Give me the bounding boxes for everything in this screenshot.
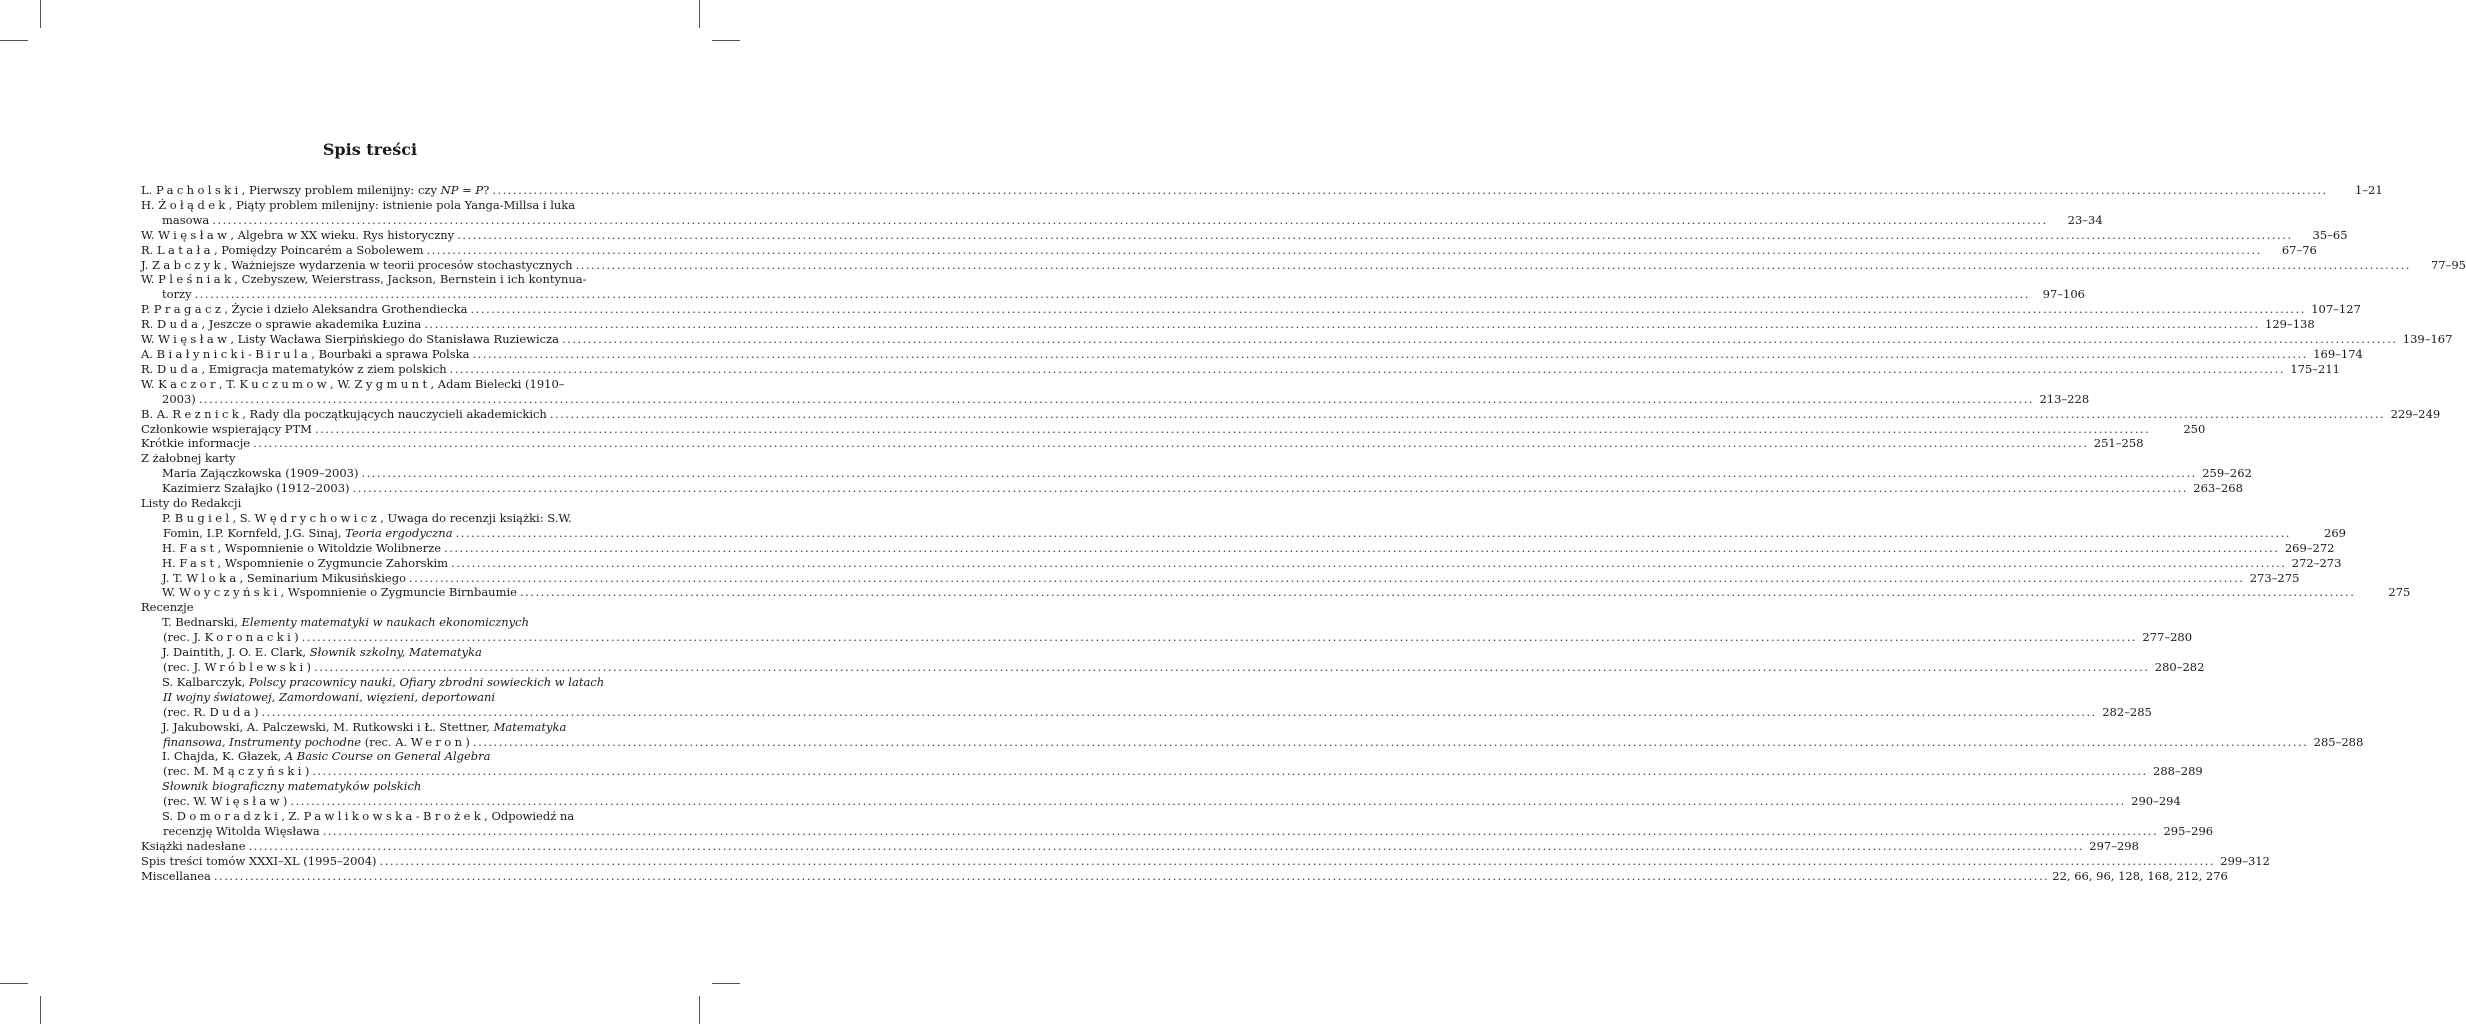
toc-entry-title: I. Chajda, K. Głazek, A Basic Course on General Algebra	[162, 749, 491, 764]
toc-entry-pages: 277–280	[2142, 630, 2193, 645]
toc-entry	[141, 630, 2193, 645]
toc-entry-text	[141, 302, 468, 317]
toc-entry-pages: 285–288	[2313, 734, 2364, 749]
toc-entry-author: J. Zabczyk,	[141, 257, 228, 272]
toc-entry	[141, 704, 2152, 720]
toc-entry-text	[141, 332, 559, 347]
toc-entry-title: Jeszcze o sprawie akademika Łuzina	[208, 317, 422, 332]
toc-entry-author: P. Pragacz,	[141, 302, 228, 317]
toc-entry-title: Piąty problem milenijny: istnienie pola Yanga-Millsa i luka	[236, 197, 576, 212]
toc-entry-author: L. Pacholski,	[141, 183, 246, 197]
toc-entry-text	[163, 824, 320, 839]
toc-entry-text	[141, 362, 447, 377]
leader-dots	[424, 317, 2259, 332]
leader-dots	[249, 839, 2084, 854]
leader-dots	[253, 436, 2088, 451]
toc-entry	[141, 690, 640, 705]
table-of-contents	[141, 183, 2466, 884]
toc-entry-title: (rec. W. Więsław)	[163, 794, 288, 809]
crop-mark-top-left-v	[40, 0, 41, 28]
toc-entry	[141, 332, 2453, 347]
toc-entry-title: Seminarium Mikusińskiego	[246, 570, 407, 585]
leader-dots	[520, 585, 2355, 600]
toc-entry-author: W. Woyczyński,	[162, 585, 285, 600]
toc-entry	[141, 511, 640, 526]
toc-entry	[141, 749, 640, 764]
leader-dots	[314, 660, 2149, 675]
toc-entry-title: Recenzje	[141, 600, 194, 615]
toc-entry-title: Bourbaki a sprawa Polska	[318, 346, 470, 361]
toc-entry-title: (rec. R. Duda)	[163, 704, 259, 719]
toc-entry	[141, 764, 2203, 779]
leader-dots	[457, 228, 2292, 243]
toc-entry-title: Członkowie wspierający PTM	[141, 421, 312, 436]
toc-entry-title: Pierwszy problem milenijny: czy NP = P?	[248, 183, 490, 197]
toc-entry-text	[141, 869, 211, 884]
toc-entry	[141, 734, 2364, 750]
toc-entry-pages: 1–21	[2354, 183, 2383, 197]
toc-entry-author: J. T. Wloka,	[162, 570, 244, 585]
toc-entry-title: Maria Zajączkowska (1909–2003)	[162, 466, 359, 481]
toc-entry-text	[141, 436, 250, 451]
toc-entry-pages: 169–174	[2313, 346, 2363, 361]
toc-entry	[141, 660, 2205, 675]
toc-entry-pages: 213–228	[2039, 391, 2090, 406]
toc-entry-text	[162, 585, 517, 600]
toc-entry-author: R. Latała,	[141, 242, 218, 257]
toc-entry-pages: 288–289	[2153, 764, 2203, 779]
toc-entry-pages: 259–262	[2202, 466, 2252, 481]
toc-entry-title: T. Bednarski, Elementy matematyki w naukach ekonomicznych	[162, 615, 530, 630]
toc-entry-pages: 175–211	[2290, 361, 2340, 376]
toc-entry-pages: 269	[2324, 525, 2346, 540]
toc-entry-text	[141, 198, 575, 213]
leader-dots	[562, 332, 2397, 347]
toc-entry-title: Słownik biograficzny matematyków polskich	[162, 779, 422, 794]
toc-entry-text	[162, 749, 491, 764]
page-title: Spis treści	[322, 140, 418, 159]
toc-entry-pages: 139–167	[2402, 332, 2453, 347]
toc-entry	[141, 868, 2228, 884]
toc-entry-title: Krótkie informacje	[141, 436, 251, 451]
toc-entry-text	[141, 258, 573, 273]
leader-dots	[353, 481, 2188, 496]
toc-entry-text	[141, 317, 421, 332]
toc-entry	[141, 406, 2441, 422]
toc-entry-text	[163, 794, 287, 809]
toc-entry-title: Książki nadesłane	[141, 838, 246, 853]
toc-entry-title: Adam Bielecki (1910–	[437, 376, 565, 391]
toc-entry-pages: 263–268	[2193, 481, 2243, 496]
toc-entry	[141, 227, 2348, 243]
toc-entry	[141, 645, 640, 660]
leader-dots	[312, 764, 2147, 779]
toc-entry-text	[162, 571, 406, 586]
toc-entry-pages: 67–76	[2281, 242, 2317, 257]
toc-entry-title: masowa	[162, 212, 210, 227]
toc-entry-text	[162, 511, 572, 526]
toc-entry-title: Czebyszew, Weierstrass, Jackson, Bernstein i ich kontynua-	[241, 272, 587, 287]
toc-entry-text	[163, 660, 311, 675]
toc-entry-text	[162, 287, 192, 302]
toc-entry	[141, 346, 2363, 362]
toc-entry-text	[162, 645, 482, 660]
toc-entry-author: S. Domoradzki, Z. Pawlikowska-Brożek,	[162, 809, 488, 824]
leader-dots	[473, 735, 2308, 750]
toc-entry-text	[162, 720, 566, 735]
toc-entry-author: H. Żołądek,	[141, 197, 233, 212]
toc-entry	[141, 212, 2103, 228]
toc-entry-text	[162, 779, 421, 794]
toc-entry	[141, 525, 2346, 541]
toc-entry	[141, 720, 640, 735]
toc-entry-text	[141, 377, 565, 392]
crop-mark-top-left-h	[0, 40, 28, 41]
crop-mark-bottom-right-v	[699, 996, 700, 1024]
toc-entry-title: recenzję Witolda Więsława	[163, 823, 320, 838]
toc-entry-author: W. Kaczor, T. Kuczumow, W. Zygmunt,	[141, 376, 435, 391]
toc-entry	[141, 585, 2411, 600]
toc-entry	[141, 779, 640, 794]
leader-dots	[456, 526, 2291, 541]
toc-entry-title: Listy Wacława Sierpińskiego do Stanisława Ruziewicza	[237, 332, 560, 347]
toc-entry	[141, 570, 2300, 586]
leader-dots	[290, 794, 2125, 809]
toc-entry-text	[163, 690, 495, 705]
leader-dots	[471, 302, 2306, 317]
crop-mark-bottom-right-h	[712, 983, 740, 984]
leader-dots	[472, 347, 2307, 362]
toc-entry-title: 2003)	[162, 391, 196, 406]
leader-dots	[214, 869, 2049, 884]
toc-entry-text	[141, 496, 241, 511]
toc-entry-pages: 250	[2183, 421, 2206, 436]
leader-dots	[261, 705, 2096, 720]
toc-entry-title: J. Daintith, J. O. E. Clark, Słownik szkolny, Matematyka	[162, 645, 482, 660]
toc-entry-text	[163, 630, 299, 645]
toc-entry-text	[141, 347, 469, 362]
toc-entry-title: Kazimierz Szałajko (1912–2003)	[162, 481, 350, 496]
leader-dots	[302, 630, 2137, 645]
toc-entry-pages: 275	[2388, 585, 2411, 600]
leader-dots	[315, 422, 2150, 437]
toc-entry-title: J. Jakubowski, A. Palczewski, M. Rutkowski i Ł. Stettner, Matematyka	[162, 719, 567, 734]
toc-entry-text	[163, 526, 453, 541]
toc-entry-author: R. Duda,	[141, 317, 206, 332]
leader-dots	[323, 824, 2158, 839]
toc-entry	[141, 361, 2340, 377]
toc-entry-pages: 297–298	[2089, 838, 2139, 853]
toc-entry-text	[141, 228, 454, 243]
toc-entry-title: Z żałobnej karty	[141, 451, 236, 466]
toc-entry-text	[162, 213, 209, 228]
toc-entry	[141, 675, 640, 690]
toc-entry-pages: 35–65	[2312, 227, 2348, 242]
leader-dots	[492, 183, 2327, 198]
toc-entry-title: (rec. J. Koronacki)	[163, 630, 299, 645]
toc-entry-title: torzy	[162, 287, 192, 302]
toc-entry-text	[141, 243, 424, 258]
toc-entry-pages: 23–34	[2067, 212, 2103, 227]
toc-entry-text	[163, 735, 470, 750]
toc-entry-title: Pomiędzy Poincarém a Sobolewem	[221, 242, 424, 257]
toc-entry	[141, 183, 2383, 198]
crop-mark-bottom-left-v	[40, 996, 41, 1024]
toc-entry-text	[141, 407, 547, 422]
toc-entry-title: finansowa, Instrumenty pochodne (rec. A. Weron)	[163, 734, 470, 749]
leader-dots	[550, 407, 2385, 422]
toc-entry-title: Wspomnienie o Zygmuncie Birnbaumie	[287, 585, 517, 600]
toc-entry	[141, 809, 640, 824]
toc-entry	[141, 451, 640, 466]
toc-entry-pages: 22, 66, 96, 128, 168, 212, 276	[2052, 868, 2228, 883]
leader-dots	[450, 362, 2285, 377]
toc-entry-pages: 273–275	[2249, 570, 2300, 585]
toc-entry-author: W. Pleśniak,	[141, 272, 239, 287]
leader-dots	[361, 466, 2196, 481]
toc-entry-title: Miscellanea	[141, 868, 211, 883]
toc-entry	[141, 377, 640, 392]
toc-entry-title: Emigracja matematyków z ziem polskich	[208, 361, 447, 376]
toc-entry-author: P. Bugiel, S. Wędrychowicz,	[162, 510, 384, 525]
toc-entry-text	[141, 422, 312, 437]
toc-entry-title: (rec. M. Mączyński)	[163, 764, 310, 779]
toc-entry	[141, 838, 2139, 854]
toc-entry-text	[141, 854, 377, 869]
toc-entry-title: Spis treści tomów XXXI–XL (1995–2004)	[141, 853, 377, 868]
toc-entry	[141, 823, 2214, 839]
toc-entry-text	[162, 481, 350, 496]
toc-entry-text	[141, 600, 194, 615]
toc-entry-text	[141, 839, 246, 854]
toc-entry-pages: 129–138	[2265, 317, 2315, 332]
toc-entry-title: Wspomnienie o Zygmuncie Zahorskim	[224, 555, 449, 570]
leader-dots	[451, 556, 2286, 571]
toc-entry-author: A. Białynicki-Birula,	[141, 346, 315, 361]
toc-entry	[141, 540, 2335, 556]
toc-entry-author: W. Więsław,	[141, 332, 235, 347]
toc-entry-pages: 77–95	[2430, 257, 2466, 272]
toc-entry-pages: 280–282	[2154, 660, 2205, 674]
toc-entry	[141, 615, 640, 630]
toc-entry	[141, 436, 2144, 451]
toc-entry-text	[162, 466, 358, 481]
leader-dots	[409, 571, 2244, 586]
toc-entry-title: S. Kalbarczyk, Polscy pracownicy nauki, Ofiary zbrodni sowieckich w latach	[162, 674, 605, 689]
toc-entry-text	[141, 451, 235, 466]
toc-entry-pages: 251–258	[2093, 436, 2144, 451]
toc-entry-pages: 272–273	[2291, 555, 2342, 570]
toc-entry	[141, 794, 2181, 809]
toc-entry	[141, 302, 2361, 317]
toc-entry-pages: 97–106	[2042, 287, 2085, 302]
toc-entry-title: Rady dla początkujących nauczycieli akademickich	[249, 406, 547, 421]
toc-entry-text	[141, 272, 587, 287]
toc-entry	[141, 496, 640, 511]
toc-entry	[141, 481, 2243, 496]
toc-entry-text	[162, 392, 196, 407]
toc-entry-pages: 269–272	[2284, 540, 2335, 555]
toc-entry-pages: 290–294	[2131, 794, 2181, 809]
toc-entry-pages: 229–249	[2390, 406, 2441, 421]
toc-entry	[141, 257, 2466, 273]
toc-entry-text	[162, 541, 441, 556]
toc-entry-text	[162, 556, 448, 571]
toc-entry-title: Uwaga do recenzji książki: S.W.	[387, 510, 572, 525]
toc-entry	[141, 466, 2252, 481]
crop-mark-bottom-left-h	[0, 983, 28, 984]
toc-entry-title: Wspomnienie o Witoldzie Wolibnerze	[224, 540, 442, 555]
toc-entry-text	[163, 764, 309, 779]
toc-entry-title: Życie i dzieło Aleksandra Grothendiecka	[231, 302, 468, 317]
crop-mark-top-right-v	[699, 0, 700, 28]
toc-entry	[141, 600, 640, 615]
toc-entry-author: H. Fast,	[162, 555, 222, 570]
toc-entry-text	[162, 809, 574, 824]
toc-entry	[141, 555, 2342, 571]
toc-entry-pages: 107–127	[2311, 302, 2361, 317]
toc-entry-pages: 295–296	[2163, 823, 2214, 838]
toc-entry-text	[141, 183, 489, 198]
toc-entry	[141, 317, 2315, 332]
toc-entry-title: (rec. J. Wróblewski)	[163, 660, 312, 674]
leader-dots	[427, 243, 2262, 258]
toc-entry-text	[163, 705, 258, 720]
leader-dots	[380, 854, 2215, 869]
leader-dots	[199, 392, 2034, 407]
toc-entry	[141, 198, 640, 213]
toc-entry-title: II wojny światowej, Zamordowani, więzieni, deportowani	[163, 689, 496, 704]
toc-entry-author: B. A. Reznick,	[141, 406, 246, 421]
toc-entry-title: Ważniejsze wydarzenia w teorii procesów stochastycznych	[231, 257, 573, 272]
leader-dots	[195, 287, 2030, 302]
toc-entry	[141, 391, 2090, 407]
toc-entry	[141, 853, 2270, 869]
toc-entry	[141, 287, 2085, 302]
toc-entry-pages: 282–285	[2102, 704, 2152, 719]
toc-entry-title: Odpowiedź na	[491, 809, 575, 824]
toc-entry	[141, 421, 2206, 437]
crop-mark-top-right-h	[712, 40, 740, 41]
toc-entry-text	[162, 675, 604, 690]
leader-dots	[444, 541, 2279, 556]
toc-entry	[141, 272, 640, 287]
leader-dots	[212, 213, 2047, 228]
toc-entry-title: Fomin, I.P. Kornfeld, J.G. Sinaj, Teoria ergodyczna	[163, 525, 453, 540]
toc-entry-author: H. Fast,	[162, 540, 222, 555]
toc-entry	[141, 242, 2317, 258]
toc-entry-title: Algebra w XX wieku. Rys historyczny	[237, 227, 455, 242]
toc-entry-title: Listy do Redakcji	[141, 496, 242, 511]
leader-dots	[576, 258, 2411, 273]
toc-entry-pages: 299–312	[2220, 853, 2270, 868]
toc-entry-author: W. Więsław,	[141, 227, 235, 242]
toc-entry-text	[162, 615, 529, 630]
toc-entry-author: R. Duda,	[141, 361, 206, 376]
